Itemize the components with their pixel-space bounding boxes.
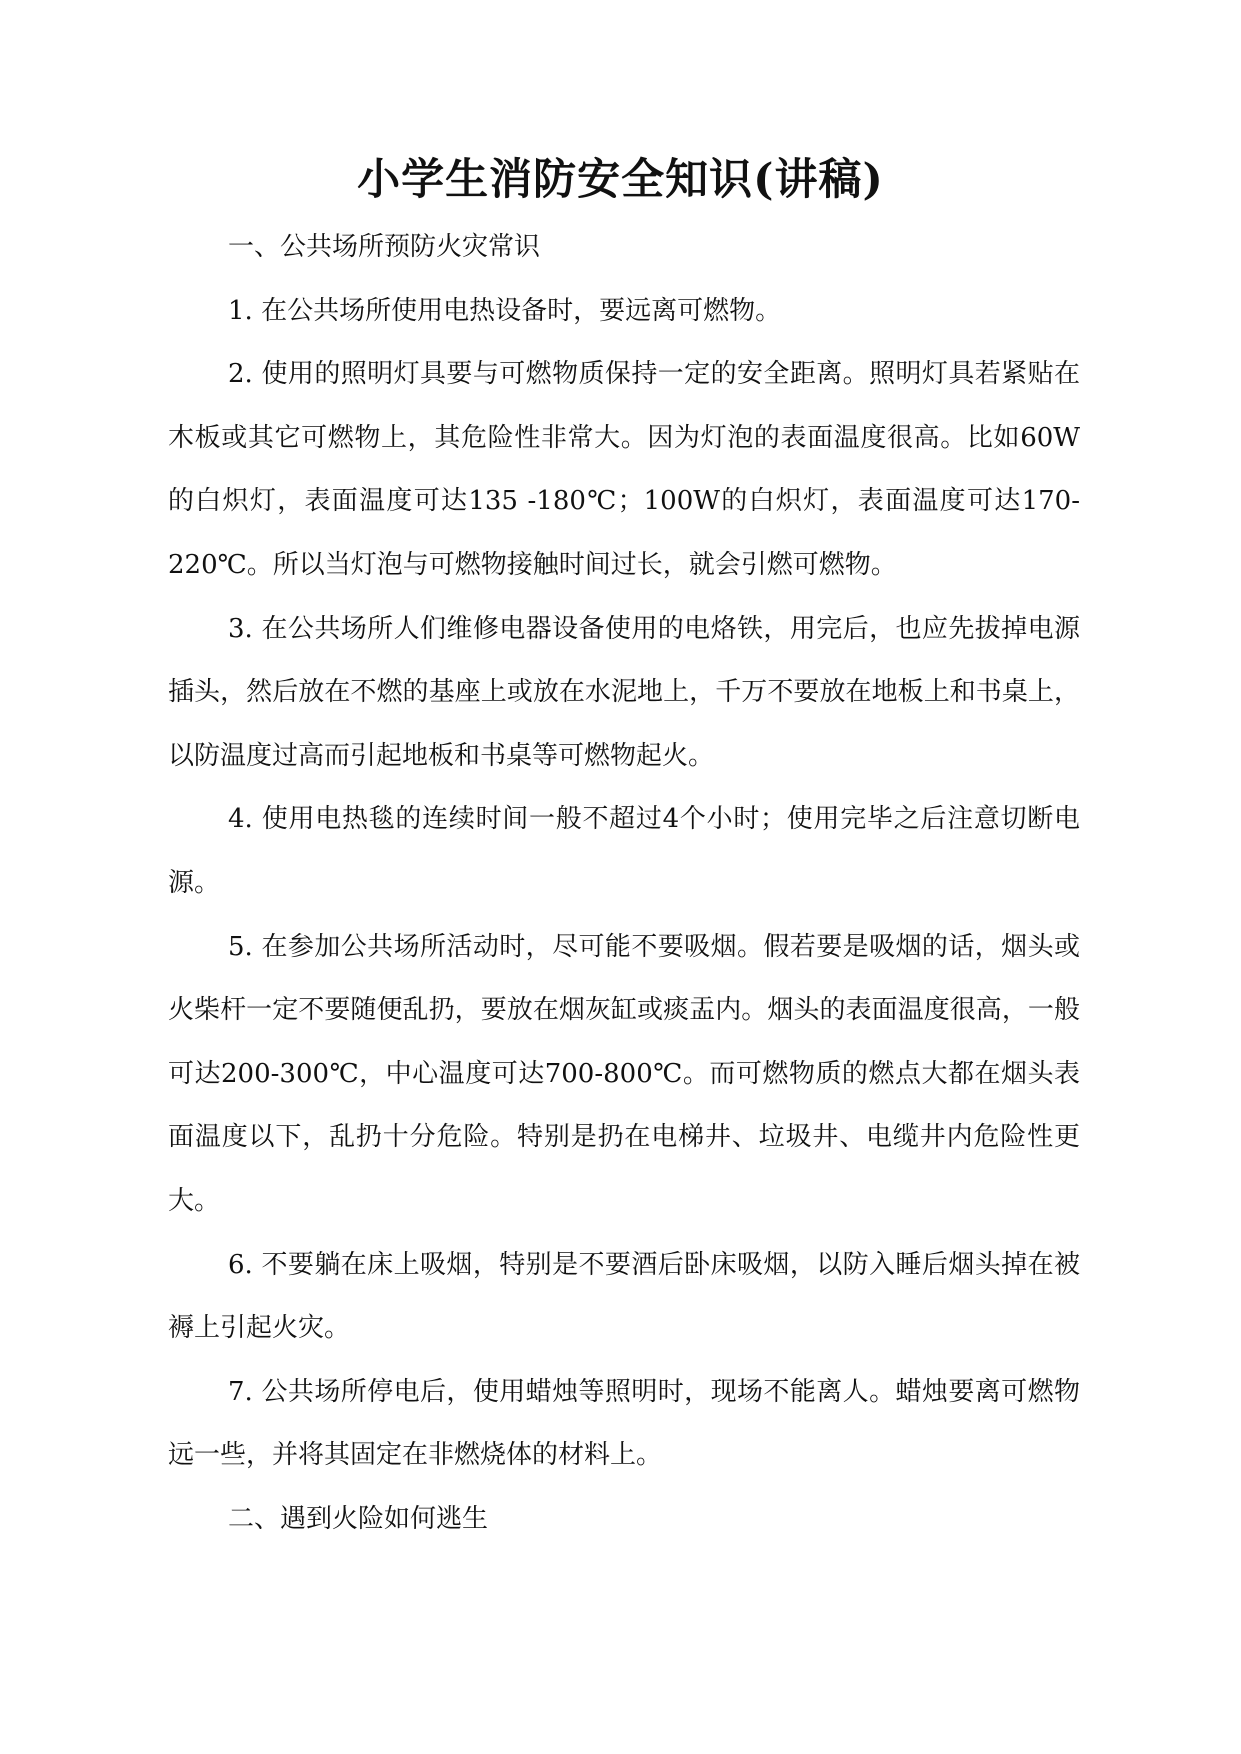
- paragraph-item-2: 2. 使用的照明灯具要与可燃物质保持一定的安全距离。照明灯具若紧贴在木板或其它可燃物上，其危险性非常大。因为灯泡的表面温度很高。比如60W的白炽灯，表面温度可达135 -180℃；100W的白炽灯，表面温度可达170-220℃。所以当灯泡与可燃物接触时间过长，就会引燃可燃物。: [168, 359, 1080, 580]
- section-heading-2: 二、遇到火险如何逃生: [228, 1503, 489, 1534]
- paragraph-item-3: 3. 在公共场所人们维修电器设备使用的电烙铁，用完后，也应先拔掉电源插头，然后放在不燃的基座上或放在水泥地上，千万不要放在地板上和书桌上，以防温度过高而引起地板和书桌等可燃物起火。: [168, 613, 1080, 771]
- paragraph-item-5: 5. 在参加公共场所活动时，尽可能不要吸烟。假若要是吸烟的话，烟头或火柴杆一定不要随便乱扔，要放在烟灰缸或痰盂内。烟头的表面温度很高，一般可达200-300℃，中心温度可达700-800℃。而可燃物质的燃点大都在烟头表面温度以下，乱扔十分危险。特别是扔在电梯井、垃圾井、电缆井内危险性更大。: [168, 931, 1080, 1216]
- document-body: [168, 216, 1080, 1551]
- section-heading-1: 一、公共场所预防火灾常识: [228, 232, 541, 262]
- document-title: 小学生消防安全知识(讲稿): [357, 155, 884, 205]
- paragraph-item-7: 7. 公共场所停电后，使用蜡烛等照明时，现场不能离人。蜡烛要离可燃物远一些，并将其固定在非燃烧体的材料上。: [168, 1376, 1080, 1471]
- paragraph-item-1: 1. 在公共场所使用电热设备时，要远离可燃物。: [228, 295, 782, 326]
- paragraph-item-4: 4. 使用电热毯的连续时间一般不超过4个小时；使用完毕之后注意切断电源。: [168, 804, 1080, 898]
- paragraph-item-6: 6. 不要躺在床上吸烟，特别是不要酒后卧床吸烟，以防入睡后烟头掉在被褥上引起火灾。: [168, 1249, 1080, 1344]
